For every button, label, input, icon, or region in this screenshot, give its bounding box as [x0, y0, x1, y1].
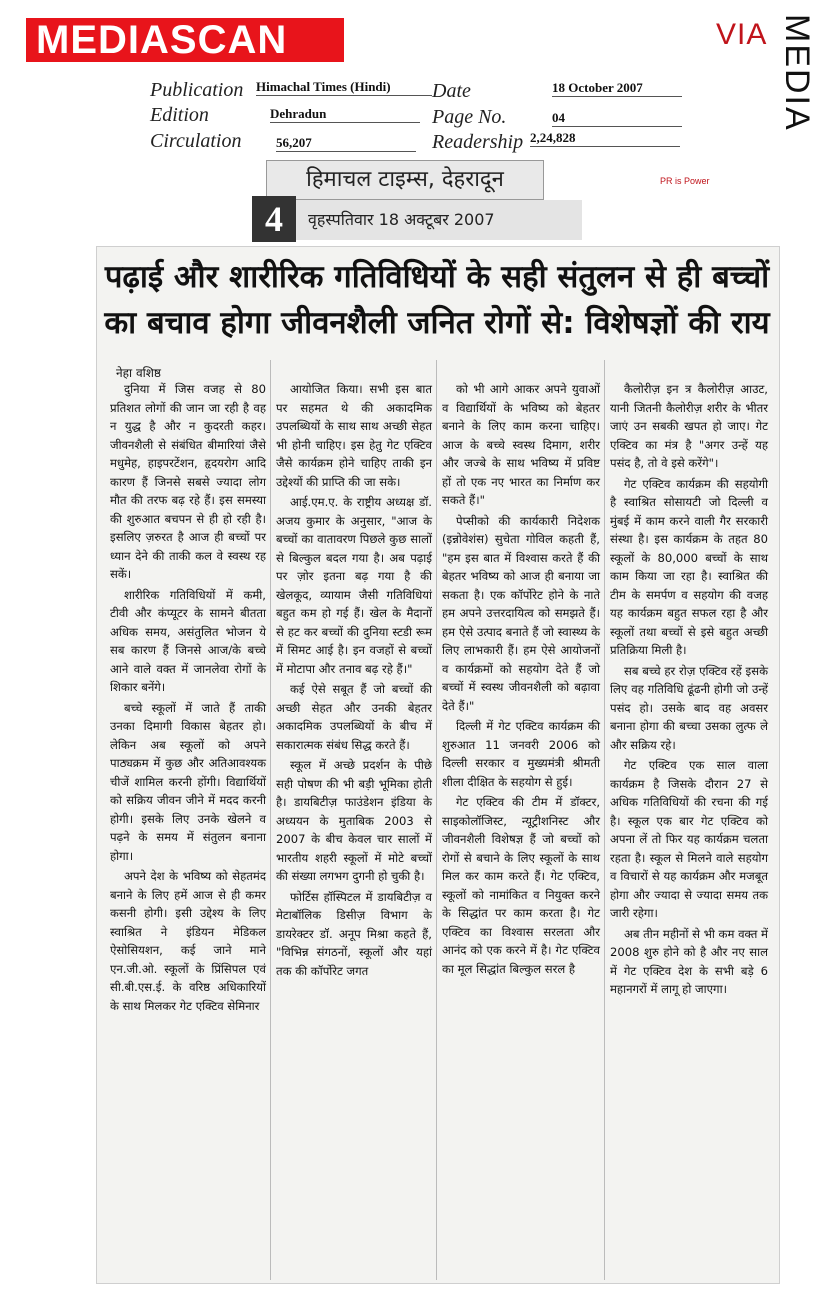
label-circulation: Circulation	[150, 130, 242, 152]
article-column-1	[110, 380, 266, 1017]
value-date: 18 October 2007	[552, 80, 682, 97]
article-paragraph: अब तीन महीनों से भी कम वक्त में 2008 शुरु होने को है और नए साल में गेट एक्टिव देश के सभी बड़े 6 महानगरों में लागू हो जाएगा।	[610, 926, 768, 996]
article-paragraph: फोर्टिस हॉस्पिटल में डायबिटीज़ व मेटाबॉलिक डिसीज़ विभाग के डायरेक्टर डॉ. अनूप मिश्रा कहते हैं, "विभिन्न संगठनों, स्कूलों और यहां तक की कॉर्पोरेट जगत	[276, 889, 432, 978]
article-headline: पढ़ाई और शारीरिक गतिविधियों के सही संतुलन से ही बच्चों का बचाव होगा जीवनशैली जनित रोगों से: विशेषज्ञों की राय	[104, 259, 770, 341]
viamedia-logo	[716, 14, 816, 204]
brand-red: VIA	[716, 18, 768, 51]
value-circulation: 56,207	[276, 135, 416, 152]
article-paragraph: आयोजित किया। सभी इस बात पर सहमत थे की अकादमिक उपलब्धियों के साथ साथ अच्छी सेहत भी होनी चाहिए। इस हेतु गेट एक्टिव जैसे कार्यक्रम होने चाहिए ताकी इन उद्देश्यों की प्राप्ति की जा सके।	[276, 382, 432, 489]
label-page-no: Page No.	[432, 106, 507, 128]
value-page-no: 04	[552, 110, 682, 127]
article-paragraph: बच्चे स्कूलों में जाते हैं ताकी उनका दिमागी विकास बेहतर हो। लेकिन अब स्कूलों को अपने पाठ्यक्रम में कुछ और अतिआवश्यक चीजें शामिल करनी होंगी। विद्यार्थियों को सक्रिय जीवन जीने में मदद करनी होगी। इसके लिए उनके खेलने व पढ़ने के समय में संतुलन बनाना होगा।	[110, 700, 266, 863]
label-readership: Readership	[432, 131, 524, 153]
article-paragraph: कई ऐसे सबूत हैं जो बच्चों की अच्छी सेहत और उनकी बेहतर अकादमिक उपलब्धियों के बीच में सकारात्मक संबंध सिद्ध करते हैं।	[276, 682, 432, 752]
label-edition: Edition	[150, 104, 209, 126]
label-date: Date	[432, 80, 471, 102]
article-paragraph: स्कूल में अच्छे प्रदर्शन के पीछे सही पोषण की भी बड़ी भूमिका होती है। डायबिटीज़ फाउंडेशन इंडिया के अध्ययन के मुताबिक 2003 से 2007 के बीच केवल चार सालों में भारतीय शहरी स्कूलों में मोटे बच्चों की संख्या लगभग दुगनी हो चुकी है।	[276, 758, 432, 883]
value-publication: Himachal Times (Hindi)	[256, 79, 432, 96]
mediascan-logo: MEDIASCAN	[26, 18, 344, 62]
article-column-2	[276, 380, 432, 982]
article-paragraph: गेट एक्टिव की टीम में डॉक्टर, साइकोलॉजिस्ट, न्यूट्रीशनिस्ट और जीवनशैली विशेषज्ञ हैं जो बच्चों को रोगों से बचाने के लिए स्कूलों के साथ मिल कर काम करते हैं। गेट एक्टिव, स्कूलों को नामांकित व नियुक्त करने के सिद्धांत पर काम करता है। गेट एक्टिव का विश्वास सरलता और आनंद को एक करने में है। गेट एक्टिव का मूल सिद्धांत बिल्कुल सरल है	[442, 795, 600, 976]
dateline: वृहस्पतिवार 18 अक्टूबर 2007	[296, 200, 582, 240]
byline: नेहा वशिष्ठ	[116, 366, 161, 380]
article-paragraph: दुनिया में जिस वजह से 80 प्रतिशत लोगों की जान जा रही है वह न युद्ध है और न कुदरती कहर। जीवनशैली से संबंधित बीमारियां जैसे मधुमेह, हाइपरटेंशन, हृदयरोग आदि कारण हैं जिनसे सबसे ज्यादा लोग मौत की तरफ बढ़ रहे हैं। इस समस्या की शुरुआत बचपन से ही हो रही है। इसलिए ज़रुरत है आज ही बच्चों पर ध्यान देने की ताकी कल वे स्वस्थ रह सकें।	[110, 382, 266, 581]
article-paragraph: पेप्सीको की कार्यकारी निदेशक (इन्नोवेशंस) सुचेता गोविल कहती हैं, "हम इस बात में विश्वास करते हैं की बेहतर भविष्य को आज ही बनाया जा सकता है। एक कॉर्पोरेट होने के नाते हम अपने उत्तरदायित्व को समझते हैं। हम ऐसे उत्पाद बनाते हैं जो स्वास्थ्य के लिए लाभकारी हैं। हम ऐसे आयोजनों व कार्यक्रमों को सहयोग देते हैं जो बच्चों में स्वस्थ जीवनशैली को बढ़ावा देते हैं।"	[442, 513, 600, 713]
article-paragraph: गेट एक्टिव कार्यक्रम की सहयोगी है स्वाश्रित सोसायटी जो दिल्ली व मुंबई में काम करने वाली गैर सरकारी संस्था है। इस कार्यक्रम के तहत 80 स्कूलों के 80,000 बच्चों के साथ काम किया जा रहा है। स्वाश्रित की टीम के समर्पण व सहयोग की वजह यह कार्यक्रम बहुत सफल रहा है और स्कूलों तथा बच्चों से इसे बहुत अच्छी प्रतिक्रिया मिली है।	[610, 476, 768, 657]
article-paragraph: को भी आगे आकर अपने युवाओं व विद्यार्थियों के भविष्य को बेहतर बनाने के लिए काम करना चाहिए। आज के बच्चे स्वस्थ दिमाग, शरीर और जज्बे के साथ भविष्य में प्रविष्ट हों तो एक नए भारत का निर्माण कर सकते हैं।"	[442, 382, 600, 507]
newspaper-masthead: हिमाचल टाइम्स, देहरादून	[266, 160, 544, 200]
article-paragraph: शारीरिक गतिविधियों में कमी, टीवी और कंप्यूटर के सामने बीतता अधिक समय, असंतुलित भोजन ये सब कारण हैं जिनसे आज/के बच्चे आने वाले वक्त में जानलेवा रोगों के शिकार बनेंगे।	[110, 587, 266, 694]
article-paragraph: दिल्ली में गेट एक्टिव कार्यक्रम की शुरुआत 11 जनवरी 2006 को दिल्ली सरकार व मुख्यमंत्री श्रीमती शीला दीक्षित के सहयोग से हुई।	[442, 719, 600, 789]
article-paragraph: सब बच्चे हर रोज़ एक्टिव रहें इसके लिए वह गतिविधि ढूंढनी होगी जो उन्हें पसंद हो। उसके बाद वह अवसर बनाना होगा की बच्चा उसका लुत्फ ले और सक्रिय रहे।	[610, 663, 768, 752]
column-divider	[604, 360, 605, 1280]
article-column-4	[610, 380, 768, 1001]
article-column-3	[442, 380, 600, 980]
brand-black: MEDIA	[778, 14, 816, 132]
column-divider	[436, 360, 437, 1280]
value-edition: Dehradun	[270, 106, 420, 123]
label-publication: Publication	[150, 79, 244, 101]
article-paragraph: कैलोरीज़ इन त्र कैलोरीज़ आउट, यानी जितनी कैलोरीज़ शरीर के भीतर जाएं उन सबकी खपत हो जाए। गेट एक्टिव का मंत्र है "अगर उन्हें यह पसंद है, तो वे इसे करेंगे"।	[610, 382, 768, 470]
column-divider	[270, 360, 271, 1280]
brand-tagline: PR is Power	[660, 176, 710, 186]
article-paragraph: अपने देश के भविष्य को सेहतमंद बनाने के लिए हमें आज से ही कमर कसनी होगी। इसी उद्देश्य के लिए स्वाश्रित ने इंडियन मेडिकल ऐसोसियशन, कई जाने माने एन.जी.ओ. स्कूलों के प्रिंसिपल एवं सी.बी.एस.ई. के वरिष्ठ अधिकारियों के साथ मिलकर गेट एक्टिव सेमिनार	[110, 869, 266, 1013]
article-paragraph: गेट एक्टिव एक साल वाला कार्यक्रम है जिसके दौरान 27 से अधिक गतिविधियों की रचना की गई है। स्कूल एक बार गेट एक्टिव को अपना लें तो फिर यह कार्यक्रम चलता रहता है। स्कूल से मिलने वाले सहयोग व विचारों से यह कार्यक्रम और मजबूत होगा और ज्यादा से ज्यादा समय तक जारी रहेगा।	[610, 758, 768, 920]
page-number: 4	[252, 196, 296, 242]
value-readership: 2,24,828	[530, 130, 680, 147]
article-paragraph: आई.एम.ए. के राष्ट्रीय अध्यक्ष डॉ. अजय कुमार के अनुसार, "आज के बच्चों का वातावरण पिछले कुछ सालों से बिल्कुल बदल गया है। अब पढ़ाई पर ज़ोर इतना बढ़ गया है की खेलकूद, व्यायाम जैसी गतिविधियां बहुत कम हो गई हैं। खेल के मैदानों से हट कर बच्चों की दुनिया स्टडी रूम में सिमट आई है। इन वजहों से बच्चों में मोटापा और तनाव बढ़ रहे हैं।"	[276, 495, 432, 676]
